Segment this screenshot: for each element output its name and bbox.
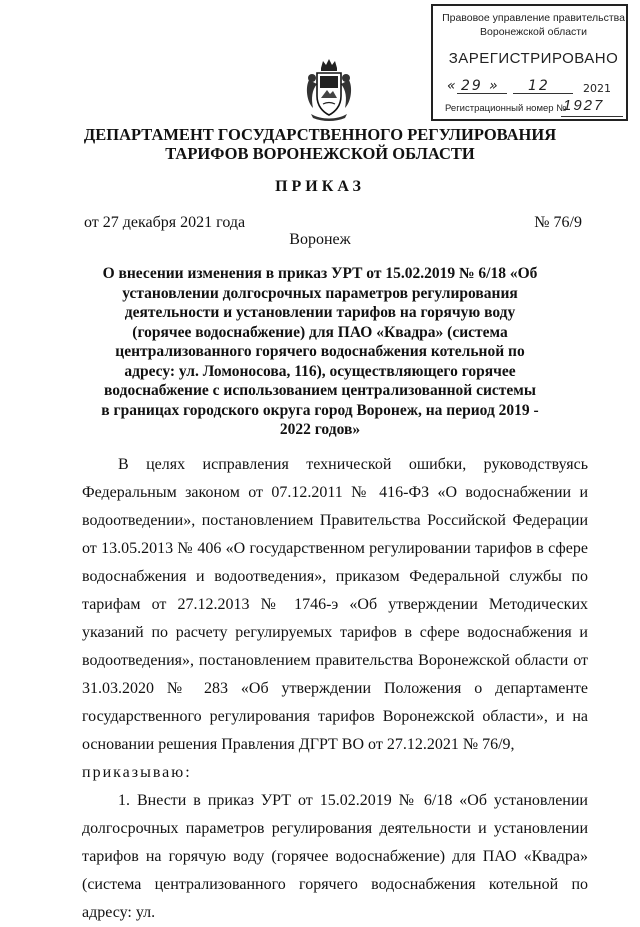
stamp-number-line [561,116,623,117]
stamp-month-line [513,93,573,94]
order-title: О внесении изменения в приказ УРТ от 15.02.2019 № 6/18 «Об установлении долгосрочных параметров регулирования деятельности и установлении тарифов на горячую воду (горячее водоснабжение) для ПАО «Квадра» (система централизованного горячего водоснабжения котельной по адресу: ул. Ломоносова, 116), осуществляющего горячее водоснабжение с использованием централизованной системы в границах городского округа город Воронеж, на период 2019 - 2022 годов» [101,265,539,438]
order-body [82,451,588,927]
stamp-registered: ЗАРЕГИСТРИРОВАНО [448,50,619,67]
stamp-number-label: Регистрационный номер № [445,103,567,114]
stamp-day-quote-close: » [489,78,500,94]
prikazyvayu-line: приказываю: [82,764,192,781]
stamp-day-line [457,93,507,94]
stamp-line-1: Правовое управление правительства [442,12,625,24]
department-line-1: ДЕПАРТАМЕНТ ГОСУДАРСТВЕННОГО РЕГУЛИРОВАНИЯ [83,125,557,144]
document-type: ПРИКАЗ [275,178,365,195]
stamp-line-2: Воронежской области [480,26,587,38]
order-number: № 76/9 [534,214,582,231]
stamp-month: 12 [528,78,550,94]
order-date: от 27 декабря 2021 года [84,214,246,231]
order-city: Воронеж [289,231,351,248]
stamp-day: 29 [461,78,483,94]
preamble-paragraph: В целях исправления технической ошибки, руководствуясь Федеральным законом от 07.12.2011 № 416-ФЗ «О водоснабжении и водоотведении», постановлением Правительства Российской Федерации от 13.05.2013 № 406 «О государственном регулировании тарифов в сфере водоснабжения и водоотведения», приказом Федеральной службы по тарифам от 27.12.2013 № 1746-э «Об утверждении Методических указаний по расчету регулируемых тарифов в сфере водоснабжения и водоотведения», постановлением правительства Воронежской области от 31.03.2020 № 283 «Об утверждении Положения о департаменте государственного регулирования тарифов Воронежской области», и на основании решения Правления ДГРТ ВО от 27.12.2021 № 76/9, [82,456,588,753]
registration-stamp [431,4,628,121]
department-line-2: ТАРИФОВ ВОРОНЕЖСКОЙ ОБЛАСТИ [165,144,475,163]
stamp-year: 2021 [583,82,611,95]
stamp-number: 1927 [563,97,605,114]
clause-1-paragraph: 1. Внести в приказ УРТ от 15.02.2019 № 6/18 «Об установлении долгосрочных параметров регулирования деятельности и установлении тарифов на горячую воду (горячее водоснабжение) для ПАО «Квадра» (система централизованного горячего водоснабжения котельной по адресу: ул. [82,792,588,921]
coat-of-arms-icon [303,58,355,122]
stamp-day-quote-open: « [447,78,458,94]
department-name [0,125,640,163]
